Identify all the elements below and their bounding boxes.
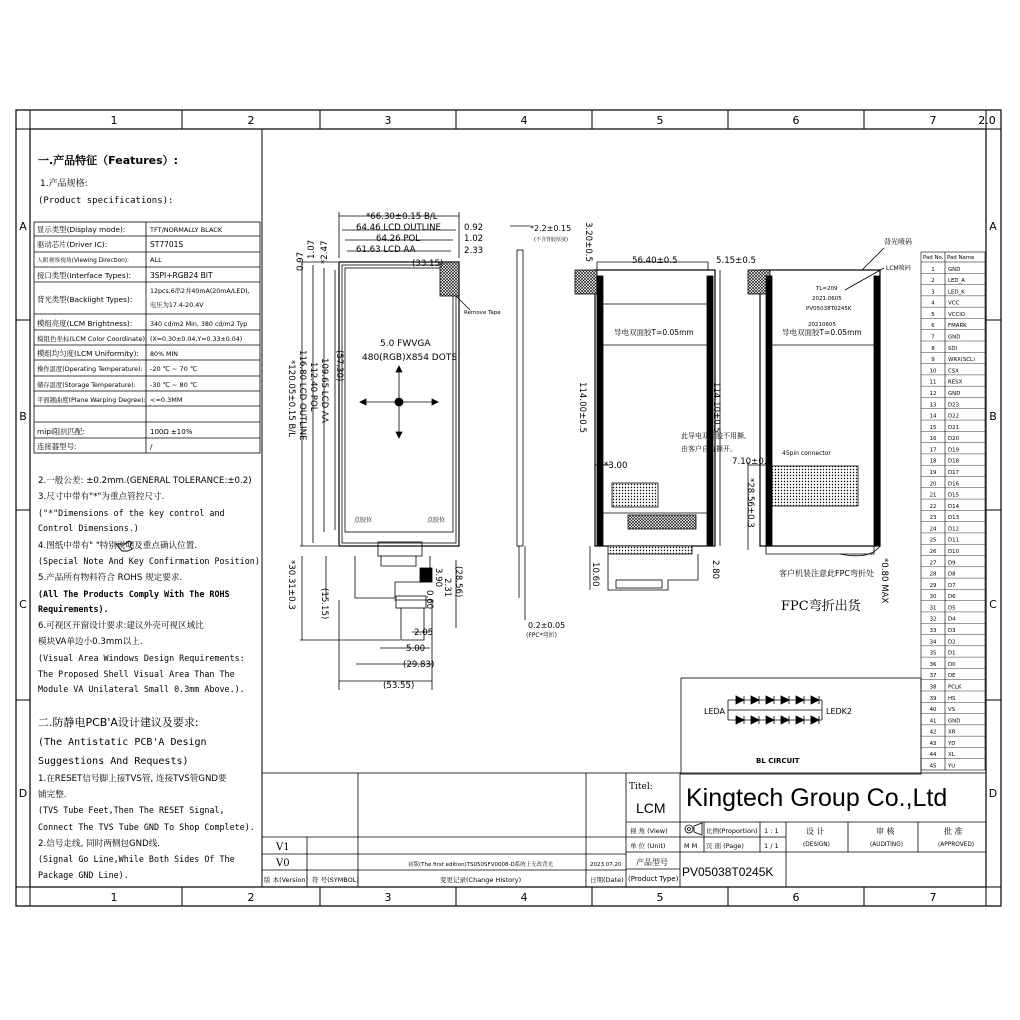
- display-resolution: 480(RGB)X854 DOTS: [362, 353, 458, 363]
- dim-label: (28.56): [453, 566, 463, 598]
- spec-label: 平面翘曲度(Plane Warping Degree):: [37, 397, 146, 404]
- pad-number: 30: [929, 594, 937, 601]
- spec-value: -20 ℃ ~ 70 ℃: [150, 365, 198, 373]
- row-label: B: [19, 410, 27, 423]
- spec-value: /: [150, 442, 153, 451]
- note-line: (All The Products Comply With The ROHS: [38, 589, 230, 599]
- spec-value: ALL: [150, 256, 162, 264]
- dim-label: 112.40 POL: [308, 362, 318, 412]
- fpc-label: LCM喷码: [886, 265, 911, 272]
- design-label: 设 计: [806, 827, 825, 836]
- side-dim: (不含背胶厚度): [534, 237, 568, 243]
- unit-label: 单 位 (Unit): [630, 842, 666, 850]
- side-dim: (FPC*弯折): [526, 632, 557, 639]
- side-dim: *2.2±0.15: [530, 224, 572, 233]
- product-type-value: PV05038T0245K: [682, 865, 774, 879]
- dim-label: 1.07: [307, 239, 317, 259]
- spec-value: -30 ℃ ~ 80 ℃: [150, 381, 198, 389]
- pad-number: 16: [929, 436, 937, 443]
- features-heading: 一.产品特征（Features）:: [38, 154, 179, 167]
- back-dim: 3.20±0.5: [583, 222, 593, 263]
- col-label: 1: [110, 114, 118, 127]
- col-label: 1: [110, 891, 118, 904]
- pad-name: D3: [948, 628, 956, 635]
- pad-number: 2: [931, 278, 935, 285]
- pad-name: XL: [948, 752, 955, 759]
- note-line: 2.一般公差: ±0.2mm.(GENERAL TOLERANCE:±0.2): [38, 476, 252, 486]
- spec-label: 储存温度(Storage Temperature):: [37, 382, 136, 389]
- spec-value: 80% MIN: [150, 351, 178, 358]
- pad-name: D9: [948, 560, 956, 567]
- side-dim: 0.2±0.05: [528, 621, 566, 630]
- pad-number: 26: [929, 549, 937, 556]
- title-label: Titel:: [629, 782, 653, 792]
- spec-label: 操作温度(Operating Temperature):: [37, 366, 143, 373]
- pad-number: 24: [929, 526, 937, 533]
- note-line: (Special Note And Key Confirmation Position): [38, 556, 260, 566]
- pad-number: 17: [929, 447, 937, 454]
- version-v0: V0: [276, 858, 290, 869]
- pad-name: GND: [948, 266, 961, 273]
- pad-number: 4: [931, 300, 935, 307]
- pad-name: XR: [948, 729, 956, 736]
- fpc-note: 由客户自行撕开。: [681, 445, 737, 453]
- spec-label: 模组亮度(LCM Brightness):: [37, 319, 133, 328]
- pad-name: D6: [948, 594, 956, 601]
- dim-label: *2.47: [320, 240, 330, 264]
- pad-name: D15: [948, 492, 960, 499]
- pad-number: 5: [931, 311, 935, 318]
- pad-name: D13: [948, 515, 960, 522]
- spec-title-cn: 1.产品规格:: [40, 179, 88, 189]
- product-type-en: (Product Type): [628, 875, 679, 883]
- pad-number: 21: [929, 492, 937, 499]
- antistatic-line: Package GND Line).: [38, 870, 129, 880]
- fpc-note: 客户机装注意此FPC弯折处: [779, 569, 875, 578]
- dim-label: *30.31±0.3: [286, 560, 296, 610]
- back-dim: 2.80: [710, 560, 720, 580]
- pad-name: D17: [948, 469, 960, 476]
- spec-value: (X=0.30±0.04,Y=0.33±0.04): [150, 336, 243, 343]
- spec-value-2: 电压为17.4-20.4V: [150, 302, 204, 309]
- col-label: 5: [656, 114, 664, 127]
- spec-title-en: (Product specifications):: [38, 196, 174, 206]
- dim-label: 5.00: [406, 644, 426, 654]
- pad-number: 7: [931, 334, 935, 341]
- pad-name: HS: [948, 695, 956, 702]
- fpc-label: PV05038T0245K: [806, 306, 852, 312]
- proportion-value: 1 : 1: [764, 827, 779, 835]
- dim-label: 0.97: [296, 251, 306, 271]
- pad-number: 45: [929, 763, 937, 770]
- pad-name: LED_K: [948, 289, 965, 296]
- footer-history: 变更记录(Change History): [440, 876, 522, 884]
- approve-label: 批 准: [944, 827, 963, 836]
- antistatic-line: 二.防静电PCB'A设计建议及要求:: [38, 716, 199, 729]
- fpc-dim: 7.10±0.5: [732, 457, 773, 467]
- pad-number: 12: [929, 390, 937, 397]
- page-value: 1 / 1: [764, 842, 779, 850]
- pad-number: 37: [929, 673, 937, 680]
- dim-label: 61.63 LCD AA: [356, 245, 416, 255]
- pad-number: 23: [929, 515, 937, 522]
- pad-number: 27: [929, 560, 937, 567]
- antistatic-line: 2.信号走线, 同时两侧包GND线.: [38, 839, 161, 849]
- note-line: 模块VA单边小0.3mm以上.: [38, 637, 143, 647]
- col-label: 2: [247, 114, 255, 127]
- pad-number: 40: [929, 707, 937, 714]
- design-en: (DESIGN): [803, 842, 830, 848]
- pad-number: 18: [929, 458, 937, 465]
- dim-label: 64.26 POL: [376, 234, 421, 244]
- spec-value: 3SPI+RGB24 BIT: [150, 271, 213, 280]
- col-label: 4: [520, 891, 528, 904]
- pad-name: D5: [948, 605, 956, 612]
- spec-label: 显示类型(Display mode):: [37, 225, 126, 234]
- pad-number: 22: [929, 503, 937, 510]
- page-label: 页 面 (Page): [706, 842, 744, 850]
- spec-label: 连接器型号:: [37, 442, 77, 451]
- pad-number: 25: [929, 537, 937, 544]
- fpc-label: 背光喷码: [884, 238, 912, 246]
- pad-name: D4: [948, 616, 956, 623]
- spec-value: 12pcs,6串2并40mA(20mA/LED),: [150, 288, 250, 295]
- antistatic-line: (TVS Tube Feet,Then The RESET Signal,: [38, 805, 225, 815]
- row-label: A: [989, 220, 997, 233]
- pad-number: 28: [929, 571, 937, 578]
- pad-name: WRX(SCL): [948, 357, 976, 364]
- dim-label: *66.30±0.15 B/L: [366, 212, 438, 222]
- fpc-label: 2021.0605: [812, 296, 842, 302]
- antistatic-line: Suggestions And Requests): [38, 756, 189, 767]
- spec-label: 驱动芯片(Driver IC):: [37, 240, 108, 249]
- dim-label: (57.30): [334, 350, 344, 382]
- dispense-label: 点胶位: [354, 517, 373, 524]
- col-label: 3: [384, 891, 392, 904]
- spec-label: 人眼观察视角(Viewing Direction):: [37, 258, 130, 264]
- row-label: D: [988, 787, 998, 800]
- pad-number: 42: [929, 729, 937, 736]
- pad-name: FMARK: [948, 323, 967, 330]
- dim-label: (33.15): [412, 259, 444, 269]
- row-label: C: [19, 598, 27, 611]
- fpc-foam-label: 导电双面胶T=0.05mm: [782, 328, 862, 337]
- pad-name: YD: [948, 740, 956, 747]
- version-v1: V1: [276, 842, 290, 853]
- antistatic-line: 1.在RESET信号脚上接TVS管, 连接TVS管GND要: [38, 774, 227, 784]
- note-line: The Proposed Shell Visual Area Than The: [38, 669, 235, 679]
- dim-label: 116.80 LCD OUTLINE: [297, 350, 307, 441]
- audit-en: (AUDITING): [870, 842, 903, 848]
- pad-number: 36: [929, 661, 937, 668]
- col-label: 3: [384, 114, 392, 127]
- pad-name: D2: [948, 639, 956, 646]
- pad-name: D16: [948, 481, 960, 488]
- pad-number: 38: [929, 684, 937, 691]
- row-label: C: [989, 598, 997, 611]
- antistatic-line: Connect The TVS Tube GND To Shop Complete).: [38, 822, 255, 832]
- pad-number: 14: [929, 413, 937, 420]
- footer-symbol: 符 号(SYMBOL): [312, 876, 359, 884]
- dim-label: 64.46 LCD OUTLINE: [356, 223, 441, 233]
- pad-number: 8: [931, 345, 935, 352]
- pad-name: CSX: [948, 368, 959, 375]
- note-line: 4.图纸中带有" "特别说明及重点确认位置.: [38, 541, 198, 551]
- pad-number: 31: [929, 605, 937, 612]
- dim-label: 2.31: [442, 578, 452, 598]
- pad-name: D14: [948, 503, 960, 510]
- audit-label: 审 核: [876, 827, 895, 836]
- back-dim: 114.00±0.5: [577, 382, 587, 433]
- spec-label: 模组均匀度(LCM Uniformity):: [37, 349, 139, 358]
- pad-number: 43: [929, 740, 937, 747]
- note-line: 6.可视区开窗设计要求:建议外壳可视区域比: [38, 621, 204, 631]
- pad-number: 32: [929, 616, 937, 623]
- fpc-label: 20210605: [808, 322, 836, 328]
- back-dim: 5.15±0.5: [716, 256, 757, 266]
- pad-number: 15: [929, 424, 937, 431]
- pad-name: D10: [948, 549, 960, 556]
- spec-value: 100Ω ±10%: [150, 428, 193, 436]
- proportion-label: 比例(Proportion): [706, 827, 758, 835]
- note-line: 3.尺寸中带有"*"为重点管控尺寸.: [38, 492, 165, 502]
- pad-number: 10: [929, 368, 937, 375]
- pad-name: DE: [948, 673, 956, 680]
- pad-number: 39: [929, 695, 937, 702]
- col-label: 4: [520, 114, 528, 127]
- pad-number: 1: [931, 266, 935, 273]
- pad-name: VS: [948, 707, 956, 714]
- pad-name: GND: [948, 718, 961, 725]
- bl-caption: BL CIRCUIT: [756, 757, 800, 765]
- pad-name: D18: [948, 458, 960, 465]
- dim-label: 1.02: [464, 234, 484, 244]
- dim-label: 2.33: [464, 246, 484, 256]
- pad-number: 44: [929, 752, 937, 759]
- pad-header: Pad No.: [923, 255, 944, 261]
- dim-label: (53.55): [383, 681, 415, 691]
- pad-name: GND: [948, 334, 961, 341]
- pad-name: D0: [948, 661, 956, 668]
- fpc-dim: *0.80 MAX: [879, 558, 889, 604]
- pad-name: VCC: [948, 300, 960, 307]
- pad-name: VCCIO: [948, 311, 966, 318]
- back-dim: 10.60: [590, 562, 600, 587]
- pad-name: D11: [948, 537, 960, 544]
- pad-name: D23: [948, 402, 960, 409]
- product-type-label: 产品型号: [636, 858, 668, 867]
- fpc-dim: 114.10±0.5: [711, 382, 721, 433]
- dim-label: (15.15): [319, 588, 329, 620]
- title-value: LCM: [636, 800, 666, 816]
- row-label: D: [18, 787, 28, 800]
- remove-tape-label: Remove Tape: [464, 310, 501, 316]
- view-label: 视 角 (View): [630, 827, 668, 835]
- spec-label: 背光类型(Backlight Types):: [37, 295, 133, 304]
- spec-label: 接口类型(Interface Types):: [37, 271, 132, 280]
- note-line: (Visual Area Windows Design Requirements:: [38, 653, 245, 663]
- pad-number: 3: [931, 289, 935, 296]
- dispense-label: 点胶位: [427, 517, 446, 524]
- dim-label: 2.05: [414, 628, 434, 638]
- bl-right: LEDK2: [826, 707, 853, 716]
- dim-label: 0.60: [424, 590, 434, 610]
- spec-value: ST7701S: [150, 240, 184, 249]
- col-label: 6: [792, 891, 800, 904]
- fpc-note: FPC弯折出货: [781, 599, 861, 614]
- pad-name: PCLK: [948, 684, 962, 691]
- bl-left: LEDA: [704, 707, 726, 716]
- footer-date: 日期(Date): [590, 876, 624, 884]
- pad-number: 9: [931, 357, 935, 364]
- col-label: 7: [929, 114, 937, 127]
- pad-number: 33: [929, 628, 937, 635]
- note-line: Control Dimensions.): [38, 523, 139, 533]
- spec-label: mipi阻抗匹配:: [37, 427, 86, 436]
- back-dim: *3.00: [604, 461, 628, 471]
- pad-name: D21: [948, 424, 960, 431]
- back-dim: 56.40±0.5: [632, 256, 678, 266]
- footer-version: 版 本(Version): [264, 876, 309, 884]
- row-label: B: [989, 410, 997, 423]
- foam-label: 导电双面胶T=0.05mm: [614, 328, 694, 337]
- fpc-label: 45pin connector: [782, 450, 831, 457]
- pad-name: SDI: [948, 345, 958, 352]
- pad-name: D7: [948, 582, 956, 589]
- pad-number: 34: [929, 639, 937, 646]
- antistatic-line: 铺完整.: [38, 790, 67, 800]
- pad-header: Pad Name: [947, 255, 975, 261]
- pad-number: 29: [929, 582, 937, 589]
- pad-number: 41: [929, 718, 937, 725]
- pad-name: LED_A: [948, 278, 965, 285]
- approve-en: (APPROVED): [938, 842, 975, 848]
- dim-label: (29.83): [403, 660, 435, 670]
- pad-name: D19: [948, 447, 960, 454]
- dim-label: 109.65 LCD AA: [319, 358, 329, 423]
- spec-label: 模组色坐标(LCM Color Coordinate):: [37, 335, 148, 343]
- pad-name: D8: [948, 571, 956, 578]
- col-label: 2: [247, 891, 255, 904]
- spec-value: TFT/NORMALLY BLACK: [150, 226, 223, 234]
- note-line: ("*"Dimensions of the key control and: [38, 508, 225, 518]
- col-label: 7: [929, 891, 937, 904]
- note-line: Module VA Unilateral Small 0.3mm Above.).: [38, 684, 245, 694]
- pad-number: 20: [929, 481, 937, 488]
- pad-name: RESX: [948, 379, 963, 386]
- revision-corner: 2.0: [978, 114, 996, 127]
- pad-number: 19: [929, 469, 937, 476]
- pad-name: YU: [948, 763, 956, 770]
- antistatic-line: (Signal Go Line,While Both Sides Of The: [38, 854, 235, 864]
- note-line: 5.产品所有物料符合 ROHS 规定要求.: [38, 573, 183, 583]
- pad-number: 13: [929, 402, 937, 409]
- fpc-dim: *28.56±0.3: [745, 478, 755, 528]
- pad-name: GND: [948, 390, 961, 397]
- display-size: 5.0 FWVGA: [380, 339, 431, 349]
- row-label: A: [19, 220, 27, 233]
- pad-name: D22: [948, 413, 960, 420]
- pad-number: 6: [931, 323, 935, 330]
- antistatic-line: (The Antistatic PCB'A Design: [38, 737, 207, 748]
- spec-value: <=0.3MM: [150, 396, 183, 404]
- dim-label: 0.92: [464, 223, 484, 233]
- fpc-label: TL=209: [816, 286, 838, 292]
- note-line: Requirements).: [38, 604, 109, 614]
- dim-label: 3.90: [433, 568, 443, 588]
- spec-value: 340 cd/m2 Min, 380 cd/m2 Typ: [150, 321, 248, 328]
- history-date: 2023.07.20: [590, 862, 622, 868]
- company-name: Kingtech Group Co.,Ltd: [686, 784, 948, 812]
- dim-label: *120.05±0.15 B/L: [286, 360, 296, 438]
- col-label: 6: [792, 114, 800, 127]
- history-text: 初版(The first edition)TS050SFV0008-D系统上无改背光: [408, 862, 554, 868]
- pad-name: D1: [948, 650, 956, 657]
- pad-number: 11: [929, 379, 937, 386]
- fpc-note: 此导电双面胶不用撕,: [681, 432, 747, 440]
- col-label: 5: [656, 891, 664, 904]
- pad-name: D12: [948, 526, 960, 533]
- pad-name: D20: [948, 436, 960, 443]
- unit-value: M M: [684, 842, 698, 850]
- pad-number: 35: [929, 650, 937, 657]
